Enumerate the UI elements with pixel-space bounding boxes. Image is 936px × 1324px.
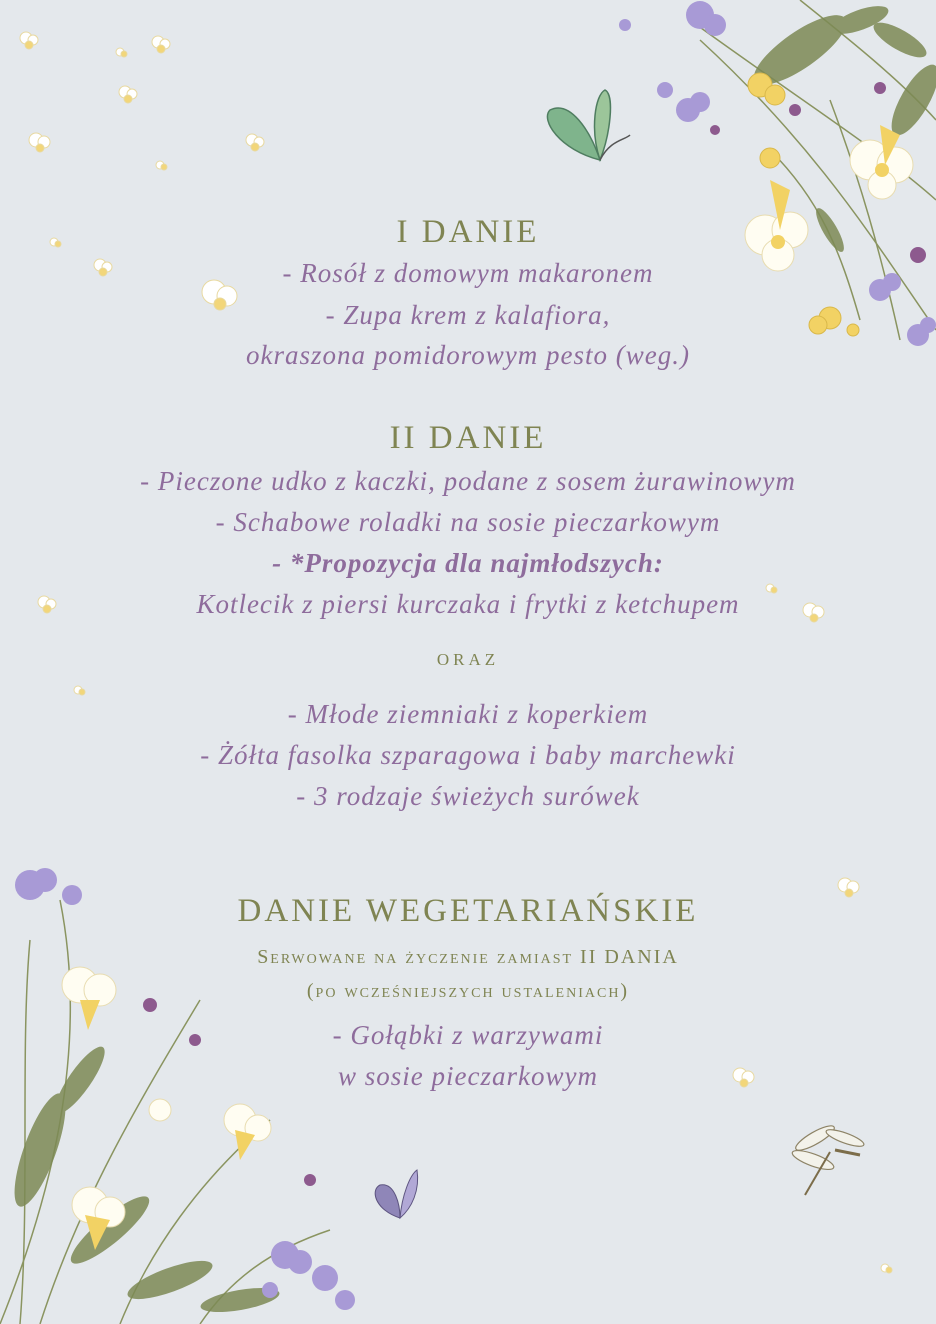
vegetarian-heading: DANIE WEGETARIAŃSKIE — [237, 893, 699, 929]
connector-oraz: ORAZ — [436, 650, 500, 669]
vegetarian-item-2: w sosie pieczarkowym — [338, 1061, 598, 1091]
course1-item-1: - Rosół z domowym makaronem — [282, 258, 654, 288]
course1-item-3: okraszona pomidorowym pesto (weg.) — [246, 340, 690, 370]
course2-heading: II DANIE — [389, 420, 547, 456]
vegetarian-item-1: - Gołąbki z warzywami — [332, 1020, 604, 1050]
course1-item-2: - Zupa krem z kalafiora, — [325, 300, 611, 330]
vegetarian-note-1: Serwowane na życzenie zamiast II DANIA — [257, 946, 679, 968]
course1-heading: I DANIE — [396, 214, 540, 250]
course2-item-1: - Pieczone udko z kaczki, podane z sosem żurawinowym — [140, 466, 796, 496]
side-item-2: - Żółta fasolka szparagowa i baby marchewki — [200, 740, 736, 770]
course2-item-4: Kotlecik z piersi kurczaka i frytki z ketchupem — [196, 589, 740, 619]
course2-item-3: - *Propozycja dla najmłodszych: — [272, 548, 664, 578]
course2-item-2: - Schabowe roladki na sosie pieczarkowym — [215, 507, 721, 537]
vegetarian-note-2: (po wcześniejszych ustaleniach) — [306, 980, 630, 1002]
side-item-1: - Młode ziemniaki z koperkiem — [287, 699, 649, 729]
side-item-3: - 3 rodzaje świeżych surówek — [296, 781, 640, 811]
